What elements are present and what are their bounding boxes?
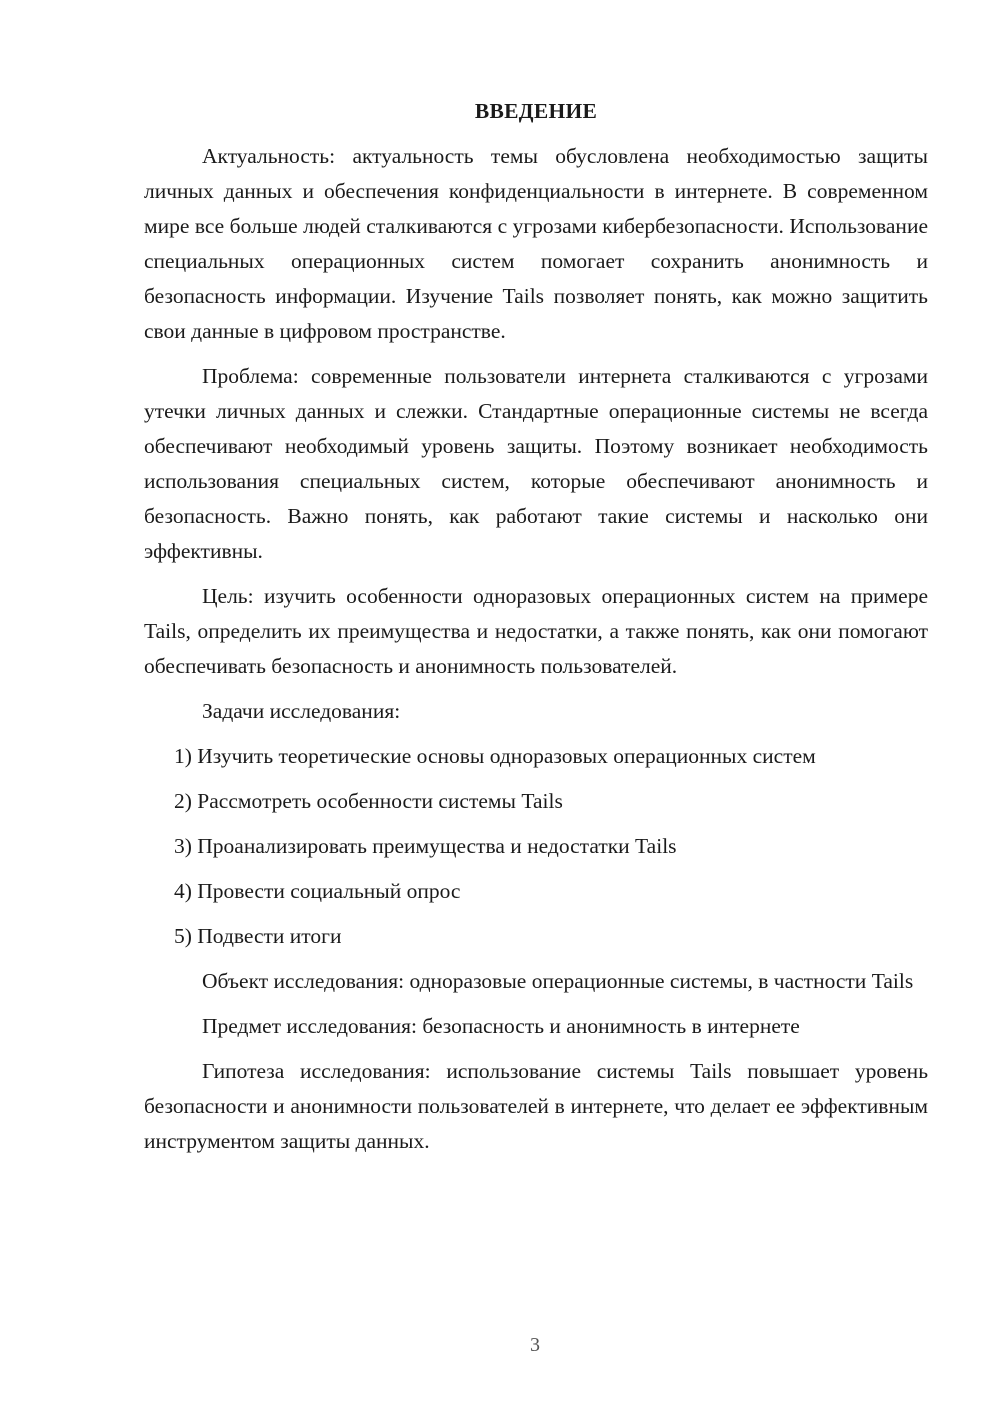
goal-paragraph: Цель: изучить особенности одноразовых операционных систем на примере Tails, определить их преимущества и недостатки, а также понять, как они помогают обеспечивать безопасность и анонимность пользователей.: [144, 584, 928, 678]
problem-paragraph: Проблема: современные пользователи интернета сталкиваются с угрозами утечки личных данных и слежки. Стандартные операционные системы не всегда обеспечивают необходимый уровень защиты. Поэтому возникает необходимость использования специальных систем, которые обеспечивают анонимность и безопасность. Важно понять, как работают такие системы и насколько они эффективны.: [144, 364, 928, 563]
task-item: 1) Изучить теоретические основы одноразовых операционных систем: [174, 744, 816, 768]
task-item: 5) Подвести итоги: [174, 924, 342, 948]
page-title: ВВЕДЕНИЕ: [474, 99, 598, 123]
tasks-list: [144, 739, 928, 954]
object-paragraph: Объект исследования: одноразовые операционные системы, в частности Tails: [202, 969, 914, 993]
tasks-heading: Задачи исследования:: [202, 699, 401, 723]
hypothesis-paragraph: Гипотеза исследования: использование системы Tails повышает уровень безопасности и анонимности пользователей в интернете, что делает ее эффективным инструментом защиты данных.: [144, 1059, 928, 1153]
document-page: [144, 94, 928, 1169]
task-item: 3) Проанализировать преимущества и недостатки Tails: [174, 834, 677, 858]
subject-paragraph: Предмет исследования: безопасность и анонимность в интернете: [202, 1014, 800, 1038]
relevance-paragraph: Актуальность: актуальность темы обусловлена необходимостью защиты личных данных и обеспечения конфиденциальности в интернете. В современном мире все больше людей сталкиваются с угрозами кибербезопасности. Использование специальных операционных систем помогает сохранить анонимность и безопасность информации. Изучение Tails позволяет понять, как можно защитить свои данные в цифровом пространстве.: [144, 144, 928, 343]
page-number: 3: [530, 1334, 540, 1356]
task-item: 4) Провести социальный опрос: [174, 879, 461, 903]
task-item: 2) Рассмотреть особенности системы Tails: [174, 789, 563, 813]
